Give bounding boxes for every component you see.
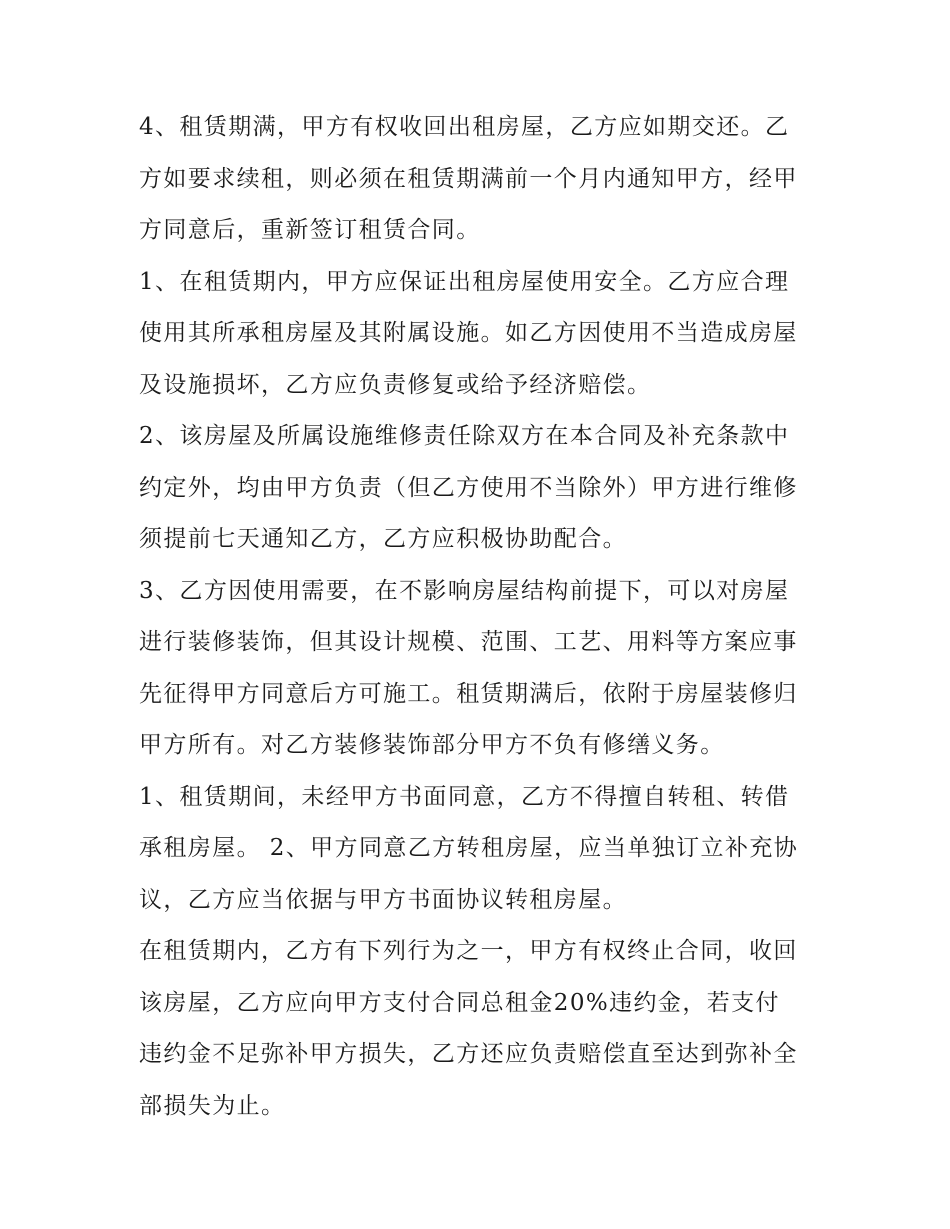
text-line: 方同意后，重新签订租赁合同。 [139, 217, 481, 243]
text-line: 2、该房屋及所属设施维修责任除双方在本合同及补充条款中 [139, 423, 790, 449]
clause-lease-expiry [139, 102, 819, 257]
text-line: 及设施损坏，乙方应负责修复或给予经济赔偿。 [139, 371, 652, 398]
text-line: 方如要求续租，则必须在租赁期满前一个月内通知甲方，经甲 [139, 165, 798, 192]
text-line: 使用其所承租房屋及其附属设施。如乙方因使用不当造成房屋 [139, 320, 798, 346]
text-line: 须提前七天通知乙方，乙方应积极协助配合。 [139, 526, 627, 552]
clause-decoration [139, 566, 819, 772]
document-body [139, 102, 819, 1132]
text-line: 进行装修装饰，但其设计规模、范围、工艺、用料等方案应事 [139, 629, 798, 655]
text-line: 1、在租赁期内，甲方应保证出租房屋使用安全。乙方应合理 [139, 268, 790, 295]
text-line: 约定外，均由甲方负责（但乙方使用不当除外）甲方进行维修 [139, 474, 798, 501]
text-line: 议，乙方应当依据与甲方书面协议转租房屋。 [139, 886, 627, 913]
text-line: 4、租赁期满，甲方有权收回出租房屋，乙方应如期交还。乙 [139, 114, 790, 140]
clause-sublease [139, 772, 819, 927]
clause-maintenance [139, 411, 819, 566]
text-line: 先征得甲方同意后方可施工。租赁期满后，依附于房屋装修归 [139, 680, 798, 707]
text-line: 1、租赁期间，未经甲方书面同意，乙方不得擅自转租、转借 [139, 783, 790, 810]
clause-safety-use [139, 257, 819, 412]
text-line: 违约金不足弥补甲方损失，乙方还应负责赔偿直至达到弥补全 [139, 1041, 798, 1067]
text-line: 甲方所有。对乙方装修装饰部分甲方不负有修缮义务。 [139, 732, 725, 758]
text-line: 部损失为止。 [139, 1092, 286, 1119]
text-line: 在租赁期内，乙方有下列行为之一，甲方有权终止合同，收回 [139, 938, 798, 964]
clause-termination [139, 926, 819, 1132]
text-line: 承租房屋。 2、甲方同意乙方转租房屋，应当单独订立补充协 [139, 835, 799, 861]
text-line: 该房屋，乙方应向甲方支付合同总租金20%违约金，若支付 [139, 989, 780, 1016]
text-line: 3、乙方因使用需要，在不影响房屋结构前提下，可以对房屋 [139, 577, 790, 604]
